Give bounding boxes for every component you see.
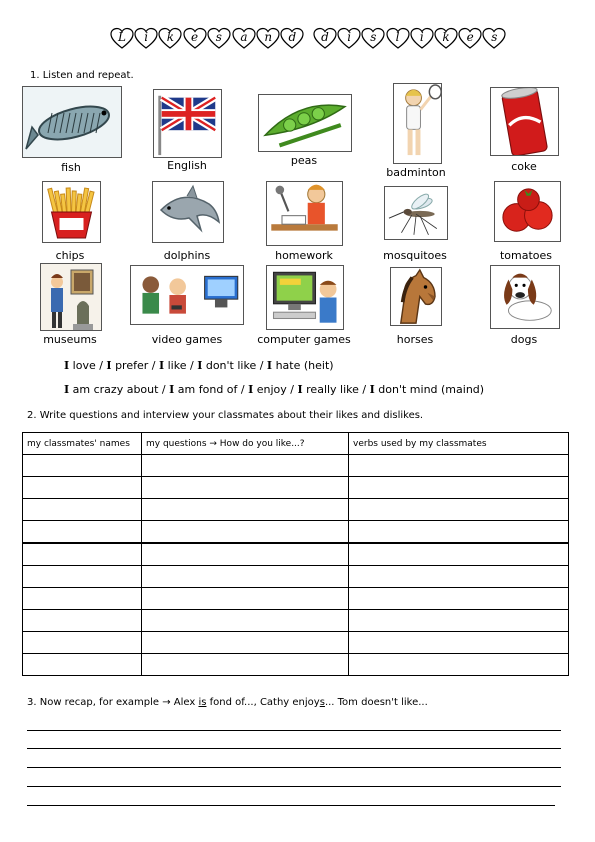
phrase-text: prefer / [111,359,159,372]
picture-caption: badminton [386,166,446,179]
table-row [23,610,569,632]
picture-caption: mosquitoes [383,249,447,262]
picture-caption: coke [511,160,537,173]
title-letter: s [491,30,498,44]
homework-icon [266,181,343,246]
column-header-verbs: verbs used by my classmates [349,433,569,455]
table-row [23,477,569,499]
dog-icon [490,265,560,329]
name-cell[interactable] [23,566,142,588]
title-letter: e [191,30,199,44]
title-heart-letter [313,27,337,51]
phrase-text: don't mind (maind) [374,383,485,396]
pronoun-i: I [158,359,165,372]
writing-line[interactable] [27,805,555,806]
section-3-prefix: 3. Now recap, for example → Alex [27,697,199,708]
section-3-underlined-is: is [198,697,207,708]
title-heart-letter [232,27,256,51]
verb-cell[interactable] [349,543,569,566]
title-letter: i [419,30,424,44]
verb-cell[interactable] [349,499,569,521]
picture-caption: peas [290,154,318,167]
table-header-row [23,433,569,455]
pronoun-i: I [64,383,70,396]
uk-flag-icon [153,89,222,158]
name-cell[interactable] [23,521,142,544]
title-heart-letter [434,27,458,51]
phrase-text: am fond of / [174,383,249,396]
question-cell[interactable] [142,543,349,566]
section-2-heading: 2. Write questions and interview your classmates about their likes and dislikes. [27,410,424,421]
title-letter: L [118,30,126,44]
title-letter: d [321,30,329,44]
phrase-text: like / [164,359,198,372]
title-heart-letter [207,27,231,51]
title-heart-letter [361,27,385,51]
fish-icon [22,86,122,158]
section-3-end: ... Tom doesn't like... [324,697,428,708]
question-cell[interactable] [142,521,349,544]
tomatoes-icon [494,181,561,242]
verb-cell[interactable] [349,610,569,632]
coke-can-icon [490,87,559,156]
writing-line[interactable] [27,748,561,749]
video-games-icon [130,265,244,325]
column-header-questions: my questions → How do you like...? [142,433,349,455]
picture-caption: homework [275,249,333,262]
section-3-mid: fond of..., Cathy enjoy [206,697,320,708]
title-heart-letter [458,27,482,51]
peas-icon [258,94,352,152]
phrase-text: love / [69,359,107,372]
name-cell[interactable] [23,455,142,477]
picture-caption: English [167,159,207,172]
table-row [23,654,569,676]
computer-games-icon [266,265,344,330]
picture-caption: fish [61,161,81,174]
title-heart-letter [280,27,304,51]
section-3-underlined-s: s [319,697,325,708]
title-letter: i [144,30,149,44]
phrase-text: don't like / [202,359,267,372]
name-cell[interactable] [23,654,142,676]
title-letter: d [288,30,297,44]
verb-cell[interactable] [349,521,569,544]
writing-line[interactable] [27,786,561,787]
table-row [23,588,569,610]
title-heart-letter [482,27,506,51]
table-row [23,632,569,654]
name-cell[interactable] [23,543,142,566]
title-heart-letter [183,27,207,51]
pronoun-i: I [297,383,303,396]
title-heart-letter [158,27,182,51]
mosquito-icon [384,186,448,240]
pronoun-i: I [106,359,112,372]
name-cell[interactable] [23,588,142,610]
name-cell[interactable] [23,632,142,654]
phrase-text: enjoy / [253,383,298,396]
pronoun-i: I [197,359,203,372]
title-heart-letter [256,27,280,51]
picture-caption: tomatoes [499,249,553,262]
picture-caption: horses [396,333,434,346]
verb-cell[interactable] [349,566,569,588]
verb-cell[interactable] [349,455,569,477]
name-cell[interactable] [23,610,142,632]
table-row [23,455,569,477]
question-cell[interactable] [142,566,349,588]
question-cell[interactable] [142,610,349,632]
title-letter: e [466,30,474,44]
pronoun-i: I [369,383,375,396]
phrase-text: really like / [302,383,370,396]
question-cell[interactable] [142,654,349,676]
title-letter: s [370,30,377,44]
question-cell[interactable] [142,477,349,499]
picture-caption: dolphins [163,249,211,262]
question-cell[interactable] [142,588,349,610]
section-3-heading [27,697,428,709]
picture-caption: chips [55,249,85,262]
pronoun-i: I [248,383,254,396]
title-letter: n [264,30,273,44]
table-row [23,499,569,521]
title-letter: k [442,30,450,44]
writing-line[interactable] [27,767,561,768]
table-row [23,543,569,566]
phrase-text: hate (heit) [272,359,334,372]
question-cell[interactable] [142,499,349,521]
phrase-text: am crazy about / [69,383,170,396]
museum-icon [40,263,102,331]
phrases-line-1 [64,359,334,372]
table-row [23,521,569,544]
pronoun-i: I [266,359,273,372]
writing-line[interactable] [27,730,561,731]
table-row [23,566,569,588]
title-letter: i [347,30,352,44]
verb-cell[interactable] [349,632,569,654]
title-letter: a [240,30,248,44]
name-cell[interactable] [23,499,142,521]
pronoun-i: I [169,383,175,396]
title-letter: k [166,30,175,44]
picture-caption: video games [151,333,223,346]
badminton-player-icon [393,83,442,164]
interview-table [22,432,569,676]
worksheet-title [0,27,595,55]
verb-cell[interactable] [349,477,569,499]
verb-cell[interactable] [349,588,569,610]
horse-icon [390,267,442,326]
phrases-line-2 [64,383,484,396]
title-letter: l [395,30,400,44]
dolphin-icon [152,181,224,243]
title-heart-letter [110,27,134,51]
title-heart-letter [337,27,361,51]
picture-caption: dogs [510,333,538,346]
chips-icon [42,181,101,243]
picture-caption: computer games [257,333,351,346]
picture-caption: museums [43,333,97,346]
question-cell[interactable] [142,455,349,477]
name-cell[interactable] [23,477,142,499]
verb-cell[interactable] [349,654,569,676]
title-letter: s [215,30,222,44]
section-1-heading: 1. Listen and repeat. [30,70,134,81]
column-header-names: my classmates' names [23,433,142,455]
question-cell[interactable] [142,632,349,654]
title-heart-letter [134,27,158,51]
pronoun-i: I [64,359,70,372]
title-heart-letter [386,27,410,51]
title-heart-letter [410,27,434,51]
